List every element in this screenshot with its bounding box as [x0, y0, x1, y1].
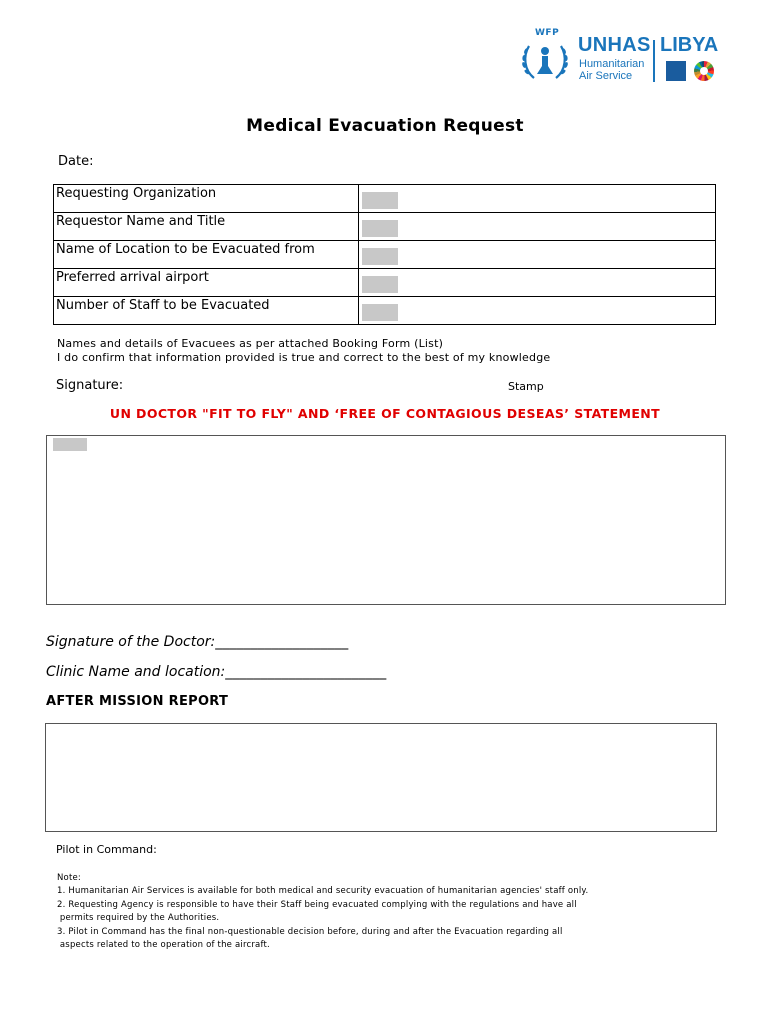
request-table	[53, 184, 716, 325]
unhas-libya-logo	[520, 30, 720, 82]
stamp-label: Stamp	[508, 380, 544, 393]
un-emblem-icon	[666, 61, 686, 81]
requestor-name-field[interactable]	[362, 220, 398, 237]
table-row	[54, 213, 716, 241]
evacuation-location-field[interactable]	[362, 248, 398, 265]
unhas-label: UNHAS	[578, 34, 651, 56]
doctor-statement-heading: UN DOCTOR "FIT TO FLY" AND ‘FREE OF CONTAGIOUS DESEAS’ STATEMENT	[109, 406, 661, 421]
doctor-statement-box	[46, 435, 726, 605]
table-row	[54, 297, 716, 325]
service-line-2: Air Service	[579, 70, 633, 82]
staff-count-field[interactable]	[362, 304, 398, 321]
note-line: permits required by the Authorities.	[57, 913, 220, 923]
evacuees-note: Names and details of Evacuees as per attached Booking Form (List)	[57, 337, 444, 350]
arrival-airport-field[interactable]	[362, 276, 398, 293]
sdg-wheel-icon	[694, 61, 714, 81]
table-row	[54, 241, 716, 269]
service-line-1: Humanitarian	[579, 58, 645, 70]
note-line: 2. Requesting Agency is responsible to have their Staff being evacuated complying with the regulations and have all	[57, 900, 577, 910]
row-label: Name of Location to be Evacuated from	[54, 241, 359, 269]
wfp-wreath-icon	[520, 34, 570, 84]
note-line: 3. Pilot in Command has the final non-questionable decision before, during and after the Evacuation regarding all	[57, 927, 563, 937]
form-title: Medical Evacuation Request	[246, 116, 524, 136]
after-mission-heading: AFTER MISSION REPORT	[46, 694, 229, 709]
note-line: aspects related to the operation of the aircraft.	[57, 940, 270, 950]
signature-label: Signature:	[56, 378, 124, 393]
logo-divider	[653, 40, 655, 82]
doctor-statement-field[interactable]	[53, 438, 87, 451]
clinic-label: Clinic Name and location:_______________________	[46, 664, 387, 680]
requesting-organization-field[interactable]	[362, 192, 398, 209]
country-label: LIBYA	[660, 34, 719, 56]
notes-heading: Note:	[57, 873, 81, 883]
after-mission-report-box[interactable]	[45, 723, 717, 832]
row-label: Number of Staff to be Evacuated	[54, 297, 359, 325]
date-label: Date:	[58, 154, 94, 169]
doctor-signature-label: Signature of the Doctor:___________________	[46, 634, 349, 650]
row-label: Requesting Organization	[54, 185, 359, 213]
confirm-note: I do confirm that information provided is true and correct to the best of my knowledge	[57, 351, 551, 364]
row-value-cell	[359, 213, 716, 241]
row-label: Preferred arrival airport	[54, 269, 359, 297]
row-value-cell	[359, 241, 716, 269]
row-value-cell	[359, 297, 716, 325]
row-label: Requestor Name and Title	[54, 213, 359, 241]
table-row	[54, 185, 716, 213]
row-value-cell	[359, 269, 716, 297]
pilot-label: Pilot in Command:	[56, 843, 157, 856]
table-row	[54, 269, 716, 297]
row-value-cell	[359, 185, 716, 213]
note-line: 1. Humanitarian Air Services is available for both medical and security evacuation of humanitarian agencies' staff only.	[57, 886, 589, 896]
wfp-label: WFP	[535, 28, 560, 38]
